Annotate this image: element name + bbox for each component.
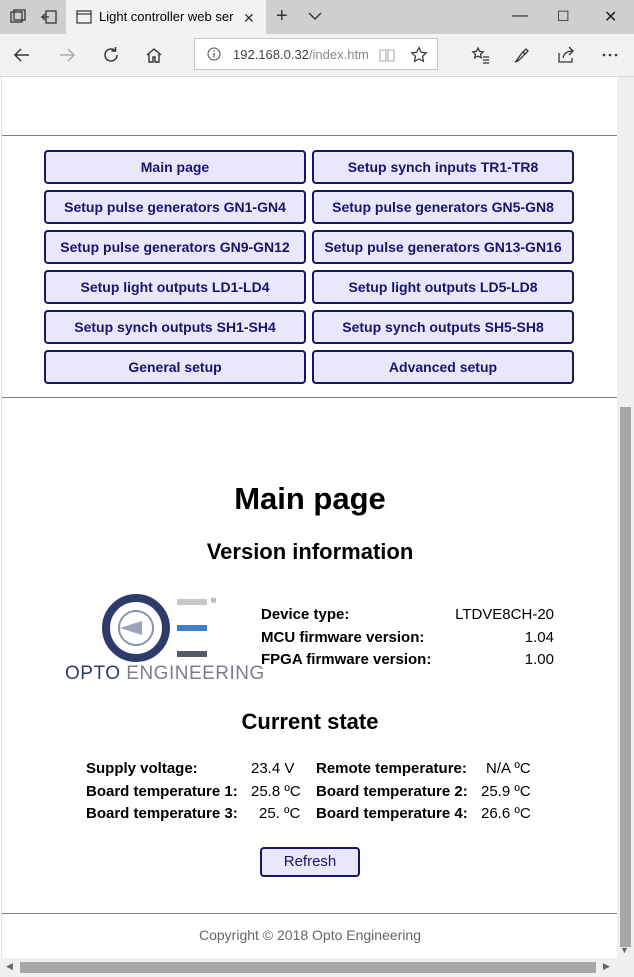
mcu-version-value: 1.04 <box>524 629 554 646</box>
logo-wordmark <box>65 663 265 685</box>
device-type-value: LTDVE8CH-20 <box>455 606 554 623</box>
close-window-icon[interactable]: ✕ <box>604 9 618 26</box>
remote-temperature-label: Remote temperature: <box>316 760 467 777</box>
logo-word-opto: OPTO <box>65 663 121 684</box>
nav-button-synch-inputs[interactable]: Setup synch inputs TR1-TR8 <box>312 150 574 184</box>
browser-nav-bar <box>0 34 634 77</box>
fpga-version-label: FPGA firmware version: <box>261 651 432 668</box>
opto-engineering-logo <box>64 591 265 687</box>
copyright-text: Copyright © 2018 Opto Engineering <box>198 927 421 943</box>
address-bar[interactable] <box>194 38 438 70</box>
scroll-down-arrow-icon[interactable]: ▼ <box>620 945 629 955</box>
nav-divider <box>2 397 618 398</box>
vertical-scroll-thumb[interactable] <box>620 407 631 947</box>
new-tab-icon[interactable]: + <box>276 5 288 27</box>
nav-button-main-page[interactable]: Main page <box>44 150 306 184</box>
reading-view-icon[interactable] <box>379 47 395 63</box>
board-temp-2-value: 25.9 ºC <box>481 783 531 800</box>
maximize-icon[interactable]: ☐ <box>557 8 570 24</box>
browser-tab-bar <box>0 0 634 34</box>
share-icon[interactable] <box>556 45 576 65</box>
nav-button-synch-sh1-sh4[interactable]: Setup synch outputs SH1-SH4 <box>44 310 306 344</box>
page-icon <box>76 9 92 25</box>
horizontal-scroll-thumb[interactable] <box>20 962 596 973</box>
board-temp-2-label: Board temperature 2: <box>316 783 468 800</box>
device-type-label: Device type: <box>261 606 350 623</box>
svg-text:®: ® <box>211 598 217 605</box>
forward-icon[interactable] <box>57 45 77 65</box>
vertical-scrollbar[interactable] <box>617 77 634 958</box>
fpga-version-value: 1.00 <box>524 651 554 668</box>
current-state-heading: Current state <box>241 709 379 734</box>
favorite-star-icon[interactable] <box>410 46 428 64</box>
mcu-version-label: MCU firmware version: <box>261 629 425 646</box>
board-temp-4-value: 26.6 ºC <box>481 805 531 822</box>
board-temp-3-value: 25. ºC <box>259 805 301 822</box>
board-temp-1-label: Board temperature 1: <box>86 783 238 800</box>
back-icon[interactable] <box>12 45 32 65</box>
chevron-down-icon[interactable] <box>307 8 323 24</box>
nav-button-pulse-gn1-gn4[interactable]: Setup pulse generators GN1-GN4 <box>44 190 306 224</box>
url-path: /index.htm <box>308 47 369 62</box>
nav-button-light-ld1-ld4[interactable]: Setup light outputs LD1-LD4 <box>44 270 306 304</box>
horizontal-scrollbar[interactable] <box>0 958 634 977</box>
scroll-right-arrow-icon[interactable]: ▶ <box>603 961 610 971</box>
nav-button-pulse-gn13-gn16[interactable]: Setup pulse generators GN13-GN16 <box>312 230 574 264</box>
remote-temperature-value: N/A ºC <box>486 760 531 777</box>
refresh-button[interactable]: Refresh <box>260 847 360 877</box>
more-icon[interactable] <box>600 45 620 65</box>
board-temp-1-value: 25.8 ºC <box>251 783 301 800</box>
nav-button-pulse-gn5-gn8[interactable]: Setup pulse generators GN5-GN8 <box>312 190 574 224</box>
page-viewport <box>1 77 618 958</box>
info-icon[interactable] <box>207 47 221 61</box>
favorites-hub-icon[interactable] <box>470 45 490 65</box>
board-temp-3-label: Board temperature 3: <box>86 805 238 822</box>
scroll-left-arrow-icon[interactable]: ◀ <box>6 961 13 971</box>
page-title: Main page <box>234 481 386 516</box>
url-text[interactable] <box>233 47 369 62</box>
minimize-icon[interactable]: — <box>512 7 528 24</box>
supply-voltage-value: 23.4 V <box>251 760 295 777</box>
nav-button-synch-sh5-sh8[interactable]: Setup synch outputs SH5-SH8 <box>312 310 574 344</box>
close-tab-icon[interactable]: ✕ <box>243 10 255 26</box>
board-temp-4-label: Board temperature 4: <box>316 805 468 822</box>
logo-word-engineering: ENGINEERING <box>126 663 265 684</box>
nav-button-advanced-setup[interactable]: Advanced setup <box>312 350 574 384</box>
refresh-icon[interactable] <box>101 45 121 65</box>
browser-tab[interactable] <box>66 0 266 34</box>
footer-divider <box>2 913 618 914</box>
pen-notes-icon[interactable] <box>512 45 532 65</box>
url-host: 192.168.0.32 <box>233 47 309 62</box>
tab-list-icon[interactable] <box>9 8 27 26</box>
set-tabs-aside-icon[interactable] <box>40 8 58 26</box>
supply-voltage-label: Supply voltage: <box>86 760 198 777</box>
nav-button-pulse-gn9-gn12[interactable]: Setup pulse generators GN9-GN12 <box>44 230 306 264</box>
top-divider <box>2 135 618 136</box>
home-icon[interactable] <box>144 45 164 65</box>
nav-button-general-setup[interactable]: General setup <box>44 350 306 384</box>
tab-title: Light controller web ser <box>99 9 234 24</box>
nav-button-light-ld5-ld8[interactable]: Setup light outputs LD5-LD8 <box>312 270 574 304</box>
version-heading: Version information <box>206 539 414 564</box>
